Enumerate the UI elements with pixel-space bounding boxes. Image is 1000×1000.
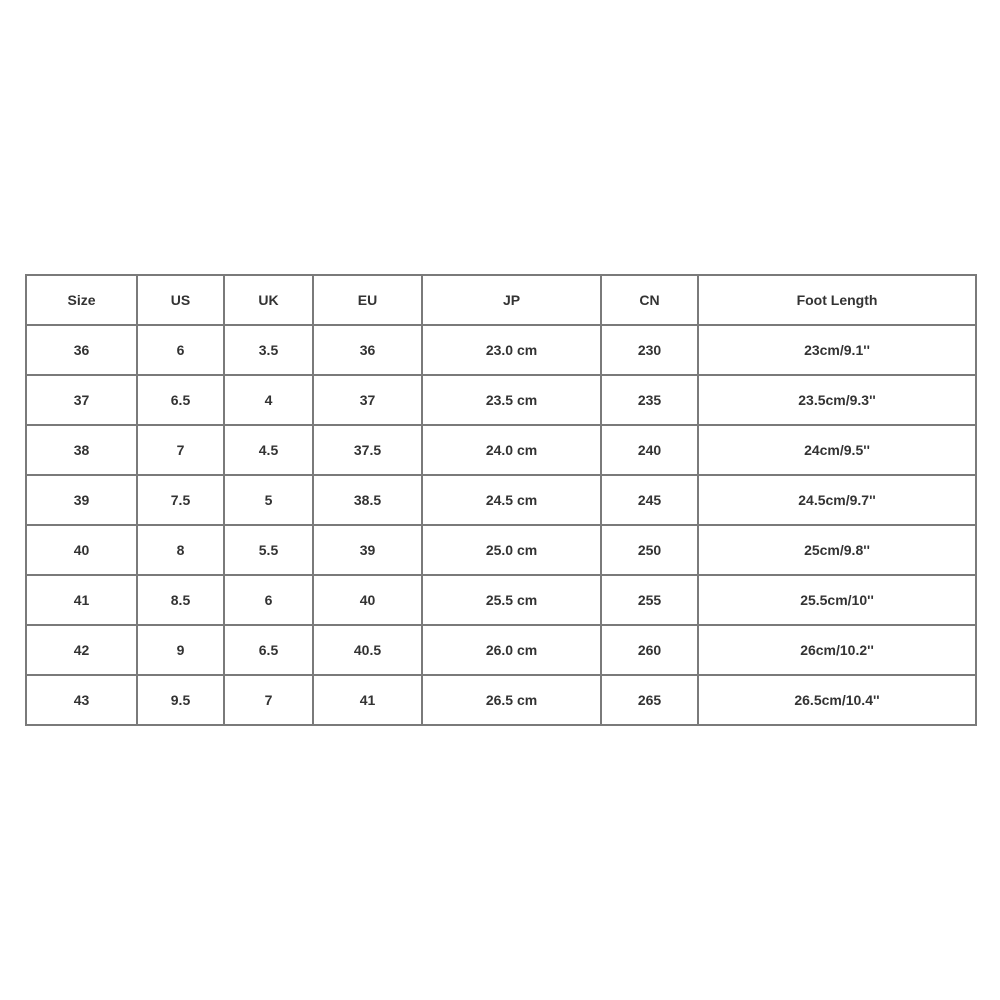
column-header-eu: EU bbox=[313, 275, 422, 325]
cell-uk: 4.5 bbox=[224, 425, 313, 475]
cell-foot-length: 26.5cm/10.4'' bbox=[698, 675, 976, 725]
cell-eu: 40 bbox=[313, 575, 422, 625]
cell-us: 8 bbox=[137, 525, 224, 575]
table-row bbox=[26, 425, 976, 475]
cell-eu: 41 bbox=[313, 675, 422, 725]
cell-jp: 23.0 cm bbox=[422, 325, 601, 375]
cell-us: 9 bbox=[137, 625, 224, 675]
column-header-uk: UK bbox=[224, 275, 313, 325]
cell-jp: 26.5 cm bbox=[422, 675, 601, 725]
table-row bbox=[26, 625, 976, 675]
cell-size: 36 bbox=[26, 325, 137, 375]
cell-jp: 26.0 cm bbox=[422, 625, 601, 675]
cell-uk: 5 bbox=[224, 475, 313, 525]
cell-size: 37 bbox=[26, 375, 137, 425]
cell-jp: 24.0 cm bbox=[422, 425, 601, 475]
cell-size: 40 bbox=[26, 525, 137, 575]
cell-eu: 37 bbox=[313, 375, 422, 425]
cell-size: 42 bbox=[26, 625, 137, 675]
cell-jp: 25.0 cm bbox=[422, 525, 601, 575]
cell-jp: 23.5 cm bbox=[422, 375, 601, 425]
cell-eu: 37.5 bbox=[313, 425, 422, 475]
column-header-foot-length: Foot Length bbox=[698, 275, 976, 325]
cell-uk: 6 bbox=[224, 575, 313, 625]
cell-uk: 7 bbox=[224, 675, 313, 725]
cell-cn: 265 bbox=[601, 675, 698, 725]
cell-cn: 260 bbox=[601, 625, 698, 675]
cell-foot-length: 26cm/10.2'' bbox=[698, 625, 976, 675]
column-header-us: US bbox=[137, 275, 224, 325]
cell-foot-length: 23.5cm/9.3'' bbox=[698, 375, 976, 425]
cell-size: 41 bbox=[26, 575, 137, 625]
cell-cn: 240 bbox=[601, 425, 698, 475]
cell-uk: 6.5 bbox=[224, 625, 313, 675]
cell-cn: 230 bbox=[601, 325, 698, 375]
cell-eu: 39 bbox=[313, 525, 422, 575]
cell-foot-length: 25cm/9.8'' bbox=[698, 525, 976, 575]
cell-jp: 25.5 cm bbox=[422, 575, 601, 625]
cell-us: 7 bbox=[137, 425, 224, 475]
table-row bbox=[26, 575, 976, 625]
header-row bbox=[26, 275, 976, 325]
cell-uk: 3.5 bbox=[224, 325, 313, 375]
cell-foot-length: 24.5cm/9.7'' bbox=[698, 475, 976, 525]
column-header-jp: JP bbox=[422, 275, 601, 325]
cell-us: 8.5 bbox=[137, 575, 224, 625]
cell-uk: 4 bbox=[224, 375, 313, 425]
table-row bbox=[26, 675, 976, 725]
cell-foot-length: 24cm/9.5'' bbox=[698, 425, 976, 475]
cell-size: 39 bbox=[26, 475, 137, 525]
cell-cn: 235 bbox=[601, 375, 698, 425]
cell-us: 6 bbox=[137, 325, 224, 375]
cell-foot-length: 23cm/9.1'' bbox=[698, 325, 976, 375]
table-row bbox=[26, 325, 976, 375]
cell-us: 9.5 bbox=[137, 675, 224, 725]
cell-size: 43 bbox=[26, 675, 137, 725]
size-chart-table bbox=[25, 274, 977, 726]
column-header-size: Size bbox=[26, 275, 137, 325]
cell-us: 6.5 bbox=[137, 375, 224, 425]
cell-eu: 36 bbox=[313, 325, 422, 375]
cell-us: 7.5 bbox=[137, 475, 224, 525]
cell-foot-length: 25.5cm/10'' bbox=[698, 575, 976, 625]
table-row bbox=[26, 525, 976, 575]
cell-cn: 255 bbox=[601, 575, 698, 625]
cell-cn: 250 bbox=[601, 525, 698, 575]
table-row bbox=[26, 375, 976, 425]
cell-cn: 245 bbox=[601, 475, 698, 525]
cell-size: 38 bbox=[26, 425, 137, 475]
cell-uk: 5.5 bbox=[224, 525, 313, 575]
cell-eu: 40.5 bbox=[313, 625, 422, 675]
column-header-cn: CN bbox=[601, 275, 698, 325]
table-row bbox=[26, 475, 976, 525]
cell-jp: 24.5 cm bbox=[422, 475, 601, 525]
cell-eu: 38.5 bbox=[313, 475, 422, 525]
